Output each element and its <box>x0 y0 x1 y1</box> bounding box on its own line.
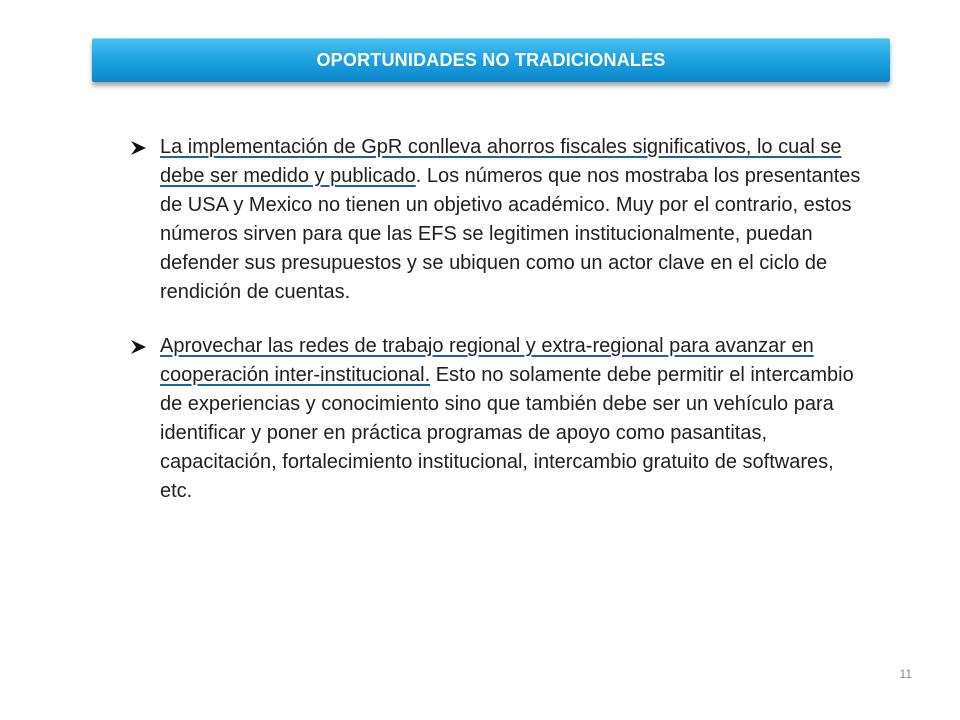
bullet-item-2 <box>130 332 870 506</box>
title-banner <box>92 38 890 82</box>
bullet-item-1 <box>130 133 870 307</box>
bullet-2-underlined-text: Aprovechar las redes de trabajo regional y extra-regional para avanzar en cooperación inter-institucional. <box>160 335 814 386</box>
page-number: 11 <box>899 667 912 681</box>
bullet-2-text: Esto no solamente debe permitir el intercambio de experiencias y conocimiento sino que también debe ser un vehículo para identificar y poner en práctica programas de apoyo como pasantitas, capacitación, fortalecimiento institucional, intercambio gratuito de softwares, etc. <box>160 364 854 502</box>
arrow-bullet-icon <box>130 339 147 355</box>
slide-title: OPORTUNIDADES NO TRADICIONALES <box>316 49 666 70</box>
bullet-1-underlined-text: La implementación de GpR conlleva ahorros fiscales significativos, lo cual se debe ser medido y publicado <box>160 136 842 187</box>
bullet-1-text: . Los números que nos mostraba los presentantes de USA y Mexico no tienen un objetivo académico. Muy por el contrario, estos números sirven para que las EFS se legitimen institucionalmente, puedan defender sus presupuestos y se ubiquen como un actor clave en el ciclo de rendición de cuentas. <box>160 165 861 303</box>
arrow-bullet-icon <box>130 140 147 156</box>
bullet-list <box>130 133 870 506</box>
